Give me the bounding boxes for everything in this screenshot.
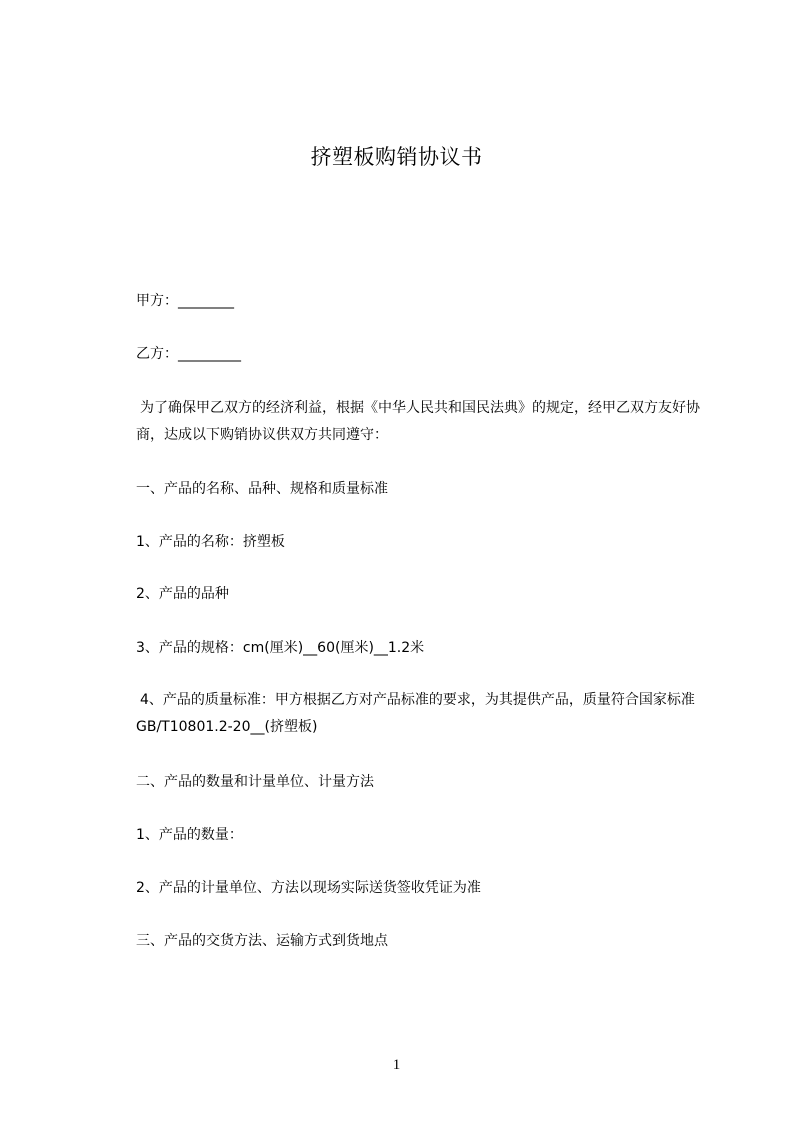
section-1-heading: 一、产品的名称、品种、规格和质量标准 xyxy=(136,481,388,497)
item-2-2: 2、产品的计量单位、方法以现场实际送货签收凭证为准 xyxy=(136,880,481,896)
document-title: 挤塑板购销协议书 xyxy=(310,145,483,169)
section-3-heading: 三、产品的交货方法、运输方式到货地点 xyxy=(136,933,388,949)
item-1-1: 1、产品的名称：挤塑板 xyxy=(136,534,285,550)
page-number: 1 xyxy=(392,1057,401,1073)
item-1-2: 2、产品的品种 xyxy=(136,586,229,602)
party-b-line: 乙方：_________ xyxy=(136,346,241,362)
item-1-3: 3、产品的规格：cm(厘米)__60(厘米)__1.2米 xyxy=(136,640,425,656)
item-1-4: 4、产品的质量标准：甲方根据乙方对产品标准的要求，为其提供产品，质量符合国家标准GB/T10801.2-20__(挤塑板) xyxy=(136,692,695,735)
item-2-1: 1、产品的数量： xyxy=(136,827,243,843)
party-a-line: 甲方：________ xyxy=(136,293,234,309)
intro-paragraph: 为了确保甲乙双方的经济利益，根据《中华人民共和国民法典》的规定，经甲乙双方友好协商，达成以下购销协议供双方共同遵守： xyxy=(136,400,700,443)
section-2-heading: 二、产品的数量和计量单位、计量方法 xyxy=(136,774,374,790)
